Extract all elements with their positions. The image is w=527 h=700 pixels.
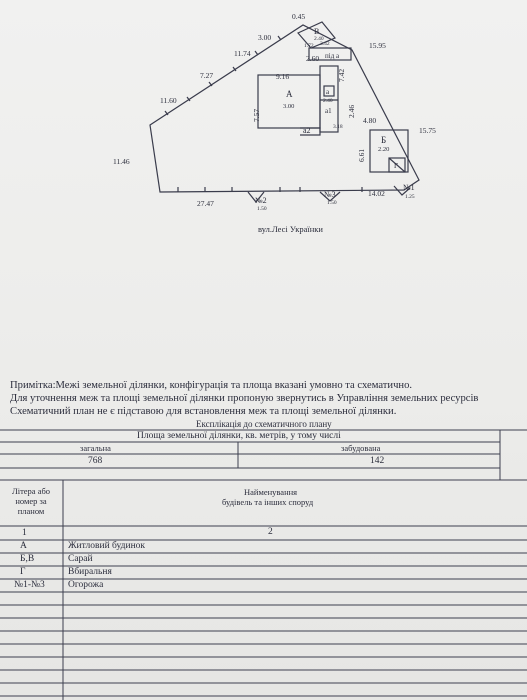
total-area-label: загальна: [80, 443, 111, 453]
dim-7-57: 7.57: [252, 108, 261, 122]
note-line-3: Схематичний план не є підставою для встановлення меж та площі земельної ділянки.: [10, 406, 397, 417]
built-area-label: забудована: [341, 443, 381, 453]
height-1-72: 1.72: [304, 43, 314, 49]
building-v-label: В: [314, 27, 320, 36]
note-line-2: Для уточнення меж та площі земельної ділянки пропоную звернутись в Управління земельних ресурсів: [10, 393, 479, 404]
dim-0-45: 0.45: [292, 12, 306, 21]
fence-2-label: №2: [255, 196, 267, 205]
building-b-height: 2.20: [378, 146, 390, 153]
building-b-label: Б: [381, 135, 387, 145]
fence-2-height: 1.50: [257, 206, 267, 212]
fence-3-label: №3: [324, 190, 336, 199]
fence-1-height: 1.25: [405, 194, 415, 200]
col1-number: 1: [22, 528, 27, 538]
dim-7-27: 7.27: [200, 71, 214, 80]
dim-7-42: 7.42: [337, 68, 346, 82]
row-name: Огорожа: [68, 580, 104, 590]
annex-a1-height: 3.18: [333, 124, 343, 130]
col2-header-line1: Найменування: [244, 487, 298, 497]
col2-number: 2: [268, 527, 273, 537]
fence-3-height: 1.50: [327, 200, 337, 206]
annex-a-height: 2.40: [323, 98, 333, 104]
fence-1-label: №1: [403, 183, 415, 192]
col1-header: Літера або номер за планом: [11, 486, 51, 516]
street-name: вул.Лесі Українки: [258, 224, 323, 234]
row-name: Сарай: [68, 554, 93, 564]
table-title: Експлікація до схематичного плану: [196, 419, 332, 429]
dim-27-47: 27.47: [197, 199, 214, 208]
annex-a1-label: а1: [325, 107, 332, 115]
row-letter: Б,В: [20, 554, 35, 564]
built-area-value: 142: [370, 456, 385, 466]
building-g-label: Г: [394, 162, 399, 170]
dim-15-75: 15.75: [419, 126, 436, 135]
dim-2-60: 2.60: [306, 54, 320, 63]
dim-11-60: 11.60: [160, 96, 177, 105]
building-a-height: 3.00: [283, 103, 295, 110]
dim-4-80: 4.80: [363, 116, 377, 125]
building-v-height: 2.40: [314, 36, 324, 42]
col2-header-line2: будівель та інших споруд: [222, 497, 314, 507]
dim-14-02: 14.02: [368, 189, 385, 198]
dim-15-95: 15.95: [369, 41, 386, 50]
row-letter: А: [20, 541, 27, 551]
height-3-42: 3.42: [320, 41, 330, 47]
area-header: Площа земельної ділянки, кв. метрів, у тому числі: [137, 431, 341, 441]
dim-6-61: 6.61: [357, 148, 366, 162]
canopy-label: під а: [325, 52, 340, 60]
row-letter: Г: [20, 567, 26, 577]
annex-a2-label: а2: [303, 126, 311, 135]
dim-9-16: 9.16: [276, 72, 290, 81]
dim-2-46: 2.46: [347, 104, 356, 118]
row-name: Житловий будинок: [68, 541, 146, 551]
dim-11-46: 11.46: [113, 157, 130, 166]
row-name: Вбиральня: [68, 567, 112, 577]
row-letter: №1-№3: [14, 580, 45, 590]
dim-3-00: 3.00: [258, 33, 272, 42]
dim-11-74: 11.74: [234, 49, 251, 58]
building-a-label: А: [286, 89, 293, 99]
total-area-value: 768: [88, 456, 103, 466]
annex-a-label: а: [326, 88, 330, 96]
note-line-1: Примітка:Межі земельної ділянки, конфігурація та площа вказані умовно та схематично.: [10, 380, 413, 391]
